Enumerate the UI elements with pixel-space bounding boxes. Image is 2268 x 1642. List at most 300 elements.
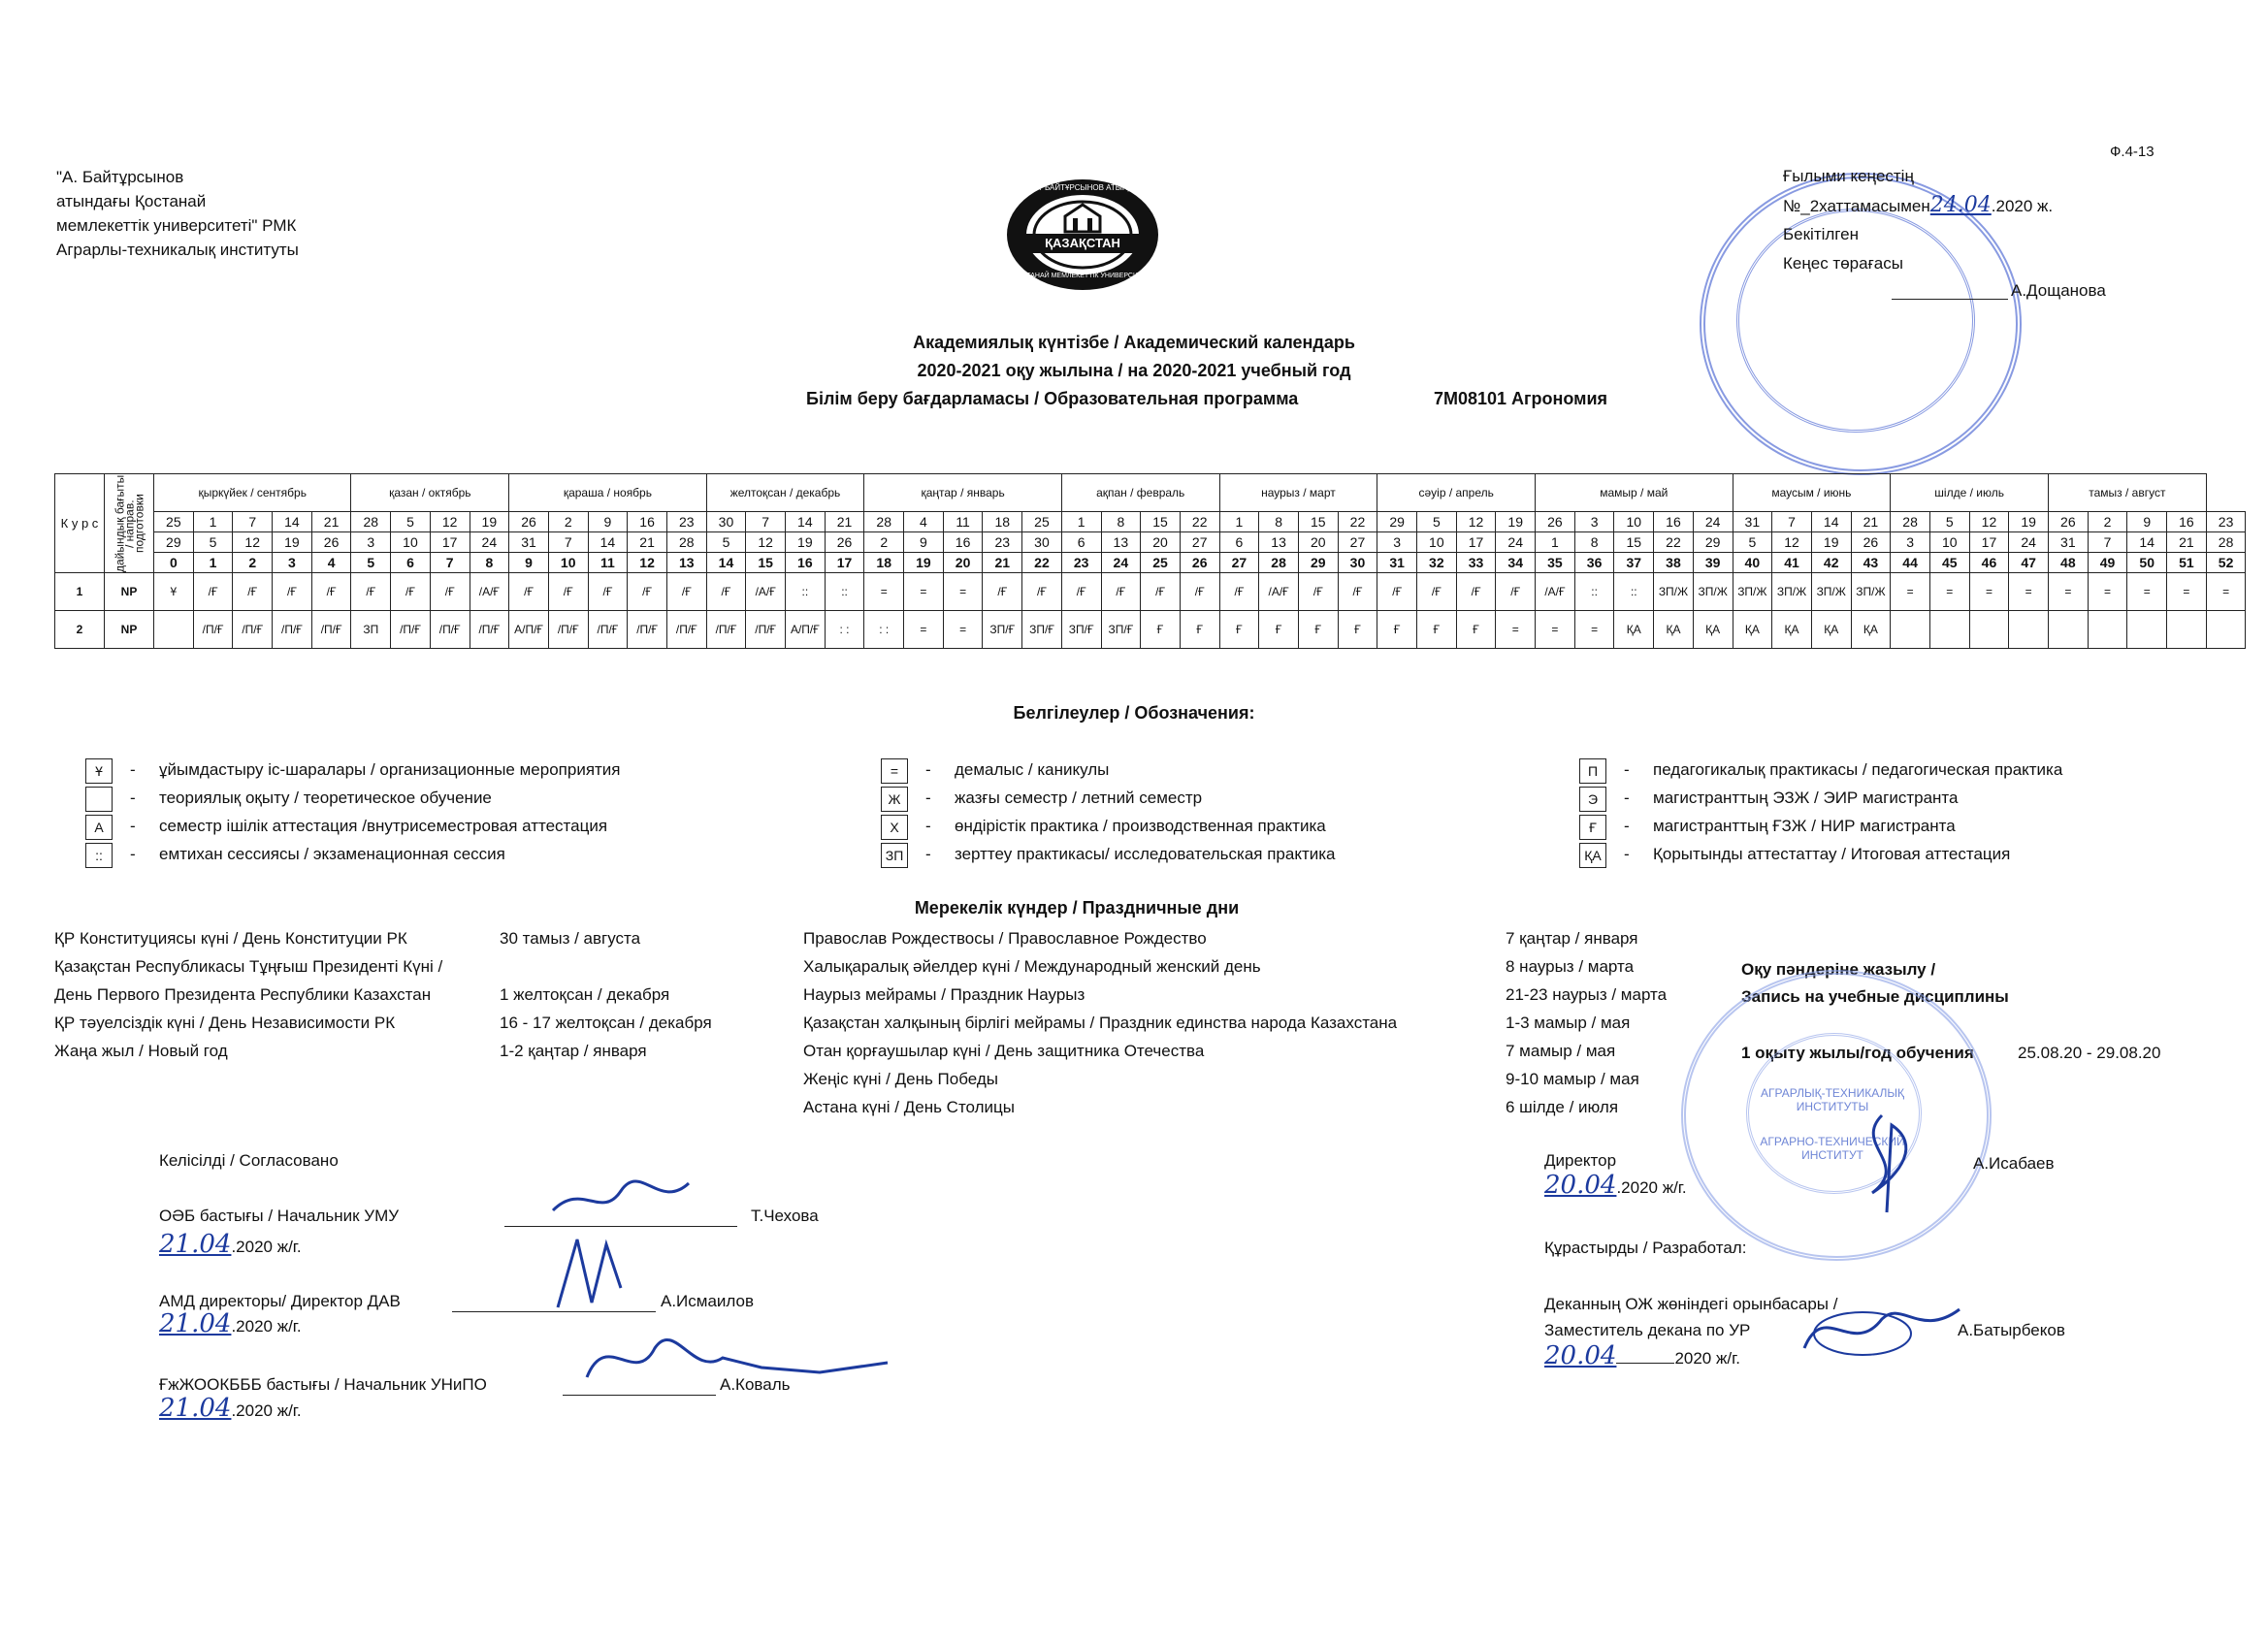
schedule-cell: /П/Ғ xyxy=(588,611,628,649)
course-number: 2 xyxy=(55,611,105,649)
week-number: 17 xyxy=(825,553,864,573)
week-number: 47 xyxy=(2009,553,2049,573)
legend-symbol: Ғ xyxy=(1579,815,1606,840)
holiday-name: ҚР Конституциясы күні / День Конституции РК xyxy=(54,929,407,948)
schedule-cell: /Ғ xyxy=(311,573,351,611)
legend-text: теориялық оқыту / теоретическое обучение xyxy=(159,789,492,807)
course-row xyxy=(55,611,2246,649)
legend-dash: - xyxy=(130,817,136,835)
week-start-date: 16 xyxy=(628,512,667,532)
week-start-date: 9 xyxy=(588,512,628,532)
schedule-cell xyxy=(2049,611,2089,649)
schedule-cell: ЗП/Ж xyxy=(1693,573,1733,611)
week-end-date: 26 xyxy=(1851,532,1891,553)
week-start-date: 29 xyxy=(1377,512,1417,532)
week-start-date: 22 xyxy=(1338,512,1377,532)
week-start-date: 14 xyxy=(1811,512,1851,532)
schedule-cell: /А/Ғ xyxy=(1259,573,1299,611)
legend-symbol: = xyxy=(881,758,908,784)
signer-role: ОӘБ бастығы / Начальник УМУ xyxy=(159,1207,400,1225)
month-header: наурыз / март xyxy=(1219,474,1377,512)
signature-batyrbekov xyxy=(1795,1280,1969,1368)
week-end-date: 23 xyxy=(983,532,1022,553)
schedule-cell: : : xyxy=(864,611,904,649)
week-end-date: 28 xyxy=(666,532,706,553)
holiday-date: 1-3 мамыр / мая xyxy=(1506,1014,1631,1032)
institution-line: Аграрлы-техникалық институты xyxy=(56,241,299,259)
month-header: сәуір / апрель xyxy=(1377,474,1536,512)
schedule-cell: Ғ xyxy=(1417,611,1457,649)
schedule-cell xyxy=(2127,611,2167,649)
week-end-date: 10 xyxy=(391,532,431,553)
schedule-cell: ҚА xyxy=(1772,611,1812,649)
month-header: қаңтар / январь xyxy=(864,474,1061,512)
enrollment-title2: Запись на учебные дисциплины xyxy=(1741,987,2009,1006)
legend-text: семестр ішілік аттестация /внутрисеместровая аттестация xyxy=(159,817,608,835)
week-number: 7 xyxy=(430,553,470,573)
schedule-cell: Ғ xyxy=(1338,611,1377,649)
week-end-date: 21 xyxy=(628,532,667,553)
holiday-name: ҚР тәуелсіздік күні / День Независимости РК xyxy=(54,1014,396,1032)
week-end-date: 17 xyxy=(430,532,470,553)
legend-symbol: ҚА xyxy=(1579,843,1606,868)
director-date: 20.04.2020 ж/г. xyxy=(1544,1171,1687,1200)
schedule-cell: /П/Ғ xyxy=(193,611,233,649)
week-number: 6 xyxy=(391,553,431,573)
legend-symbol: П xyxy=(1579,758,1606,784)
week-start-date: 12 xyxy=(430,512,470,532)
logo-bottom-text: ҚОСТАНАЙ МЕМЛЕКЕТТІК УНИВЕРСИТЕТІ xyxy=(1012,273,1153,279)
month-header: қыркүйек / сентябрь xyxy=(154,474,351,512)
signer-date: 21.04.2020 ж/г. xyxy=(159,1309,302,1338)
week-number: 44 xyxy=(1891,553,1930,573)
week-number: 21 xyxy=(983,553,1022,573)
week-end-date: 14 xyxy=(588,532,628,553)
schedule-cell: ЗП/Ж xyxy=(1654,573,1694,611)
legend-text: зерттеу практикасы/ исследовательская практика xyxy=(955,845,1336,863)
week-number: 13 xyxy=(666,553,706,573)
week-number: 48 xyxy=(2049,553,2089,573)
week-number: 28 xyxy=(1259,553,1299,573)
legend-symbol: ЗП xyxy=(881,843,908,868)
week-end-date: 9 xyxy=(904,532,944,553)
schedule-cell: ҚА xyxy=(1614,611,1654,649)
week-number: 51 xyxy=(2167,553,2207,573)
week-number: 33 xyxy=(1456,553,1496,573)
week-start-date: 5 xyxy=(1929,512,1969,532)
schedule-cell: Ғ xyxy=(1141,611,1181,649)
week-end-date: 24 xyxy=(470,532,509,553)
schedule-cell: /Ғ xyxy=(1061,573,1101,611)
schedule-cell: = xyxy=(1574,611,1614,649)
schedule-cell: /Ғ xyxy=(1417,573,1457,611)
legend-text: магистранттың ҒЗЖ / НИР магистранта xyxy=(1653,817,1956,835)
schedule-cell: /Ғ xyxy=(273,573,312,611)
week-end-date: 5 xyxy=(706,532,746,553)
schedule-cell xyxy=(2167,611,2207,649)
week-start-date: 12 xyxy=(1969,512,2009,532)
schedule-cell: Ғ xyxy=(1259,611,1299,649)
week-number: 14 xyxy=(706,553,746,573)
schedule-cell: :: xyxy=(1574,573,1614,611)
approval-line2: №_2хаттамасымен24.04.2020 ж. xyxy=(1783,193,2054,217)
week-number: 12 xyxy=(628,553,667,573)
week-number: 18 xyxy=(864,553,904,573)
holiday-name: Қазақстан халқының бірлігі мейрамы / Праздник единства народа Казахстана xyxy=(803,1014,1398,1032)
schedule-cell: ҚА xyxy=(1851,611,1891,649)
holiday-date: 9-10 мамыр / мая xyxy=(1506,1070,1639,1088)
schedule-cell: ЗП/Ғ xyxy=(1061,611,1101,649)
schedule-cell: /П/Ғ xyxy=(311,611,351,649)
week-start-date: 4 xyxy=(904,512,944,532)
program-label: Білім беру бағдарламасы / Образовательная программа xyxy=(806,389,1299,408)
week-start-date: 19 xyxy=(470,512,509,532)
schedule-cell: = xyxy=(1496,611,1536,649)
week-number: 42 xyxy=(1811,553,1851,573)
form-code: Ф.4-13 xyxy=(2110,144,2155,160)
week-start-date: 8 xyxy=(1259,512,1299,532)
schedule-cell xyxy=(154,611,194,649)
week-end-date: 19 xyxy=(273,532,312,553)
approval-line3: Бекітілген xyxy=(1783,225,1859,243)
approval-date-handwritten: 24.04 xyxy=(1929,193,1992,217)
approval-line4: Кеңес төрағасы xyxy=(1783,254,1903,273)
signer-name: Т.Чехова xyxy=(751,1207,819,1225)
legend-dash: - xyxy=(130,760,136,779)
legend-dash: - xyxy=(1624,760,1630,779)
week-end-date: 24 xyxy=(1496,532,1536,553)
kurs-header: К у р с xyxy=(55,474,105,573)
week-start-date: 30 xyxy=(706,512,746,532)
week-number: 49 xyxy=(2088,553,2127,573)
legend-symbol: Э xyxy=(1579,787,1606,812)
schedule-cell: /П/Ғ xyxy=(666,611,706,649)
week-end-date: 7 xyxy=(548,532,588,553)
legend-symbol: Ұ xyxy=(85,758,113,784)
schedule-cell: А/П/Ғ xyxy=(509,611,549,649)
schedule-cell: /Ғ xyxy=(706,573,746,611)
holiday-date: 1-2 қаңтар / января xyxy=(500,1042,647,1060)
week-start-date: 5 xyxy=(391,512,431,532)
holiday-name: Наурыз мейрамы / Праздник Наурыз xyxy=(803,985,1085,1004)
week-number: 0 xyxy=(154,553,194,573)
schedule-cell: /Ғ xyxy=(391,573,431,611)
month-header: ақпан / февраль xyxy=(1061,474,1219,512)
developer-name: А.Батырбеков xyxy=(1958,1321,2065,1339)
week-start-date: 19 xyxy=(1496,512,1536,532)
holiday-date: 6 шілде / июля xyxy=(1506,1098,1619,1116)
week-start-date: 24 xyxy=(1693,512,1733,532)
week-start-date: 16 xyxy=(2167,512,2207,532)
week-end-date: 26 xyxy=(825,532,864,553)
schedule-cell: /Ғ xyxy=(233,573,273,611)
schedule-cell: /Ғ xyxy=(666,573,706,611)
week-number: 20 xyxy=(943,553,983,573)
week-number: 35 xyxy=(1536,553,1575,573)
week-start-date: 11 xyxy=(943,512,983,532)
week-number: 11 xyxy=(588,553,628,573)
legend-symbol: А xyxy=(85,815,113,840)
week-number: 24 xyxy=(1101,553,1141,573)
legend-symbol: :: xyxy=(85,843,113,868)
schedule-cell: = xyxy=(2167,573,2207,611)
week-start-date: 14 xyxy=(273,512,312,532)
approval-line1: Ғылыми кеңестің xyxy=(1783,167,1914,185)
week-start-date: 7 xyxy=(746,512,786,532)
legend-dash: - xyxy=(925,760,931,779)
week-start-date: 8 xyxy=(1101,512,1141,532)
week-start-date: 12 xyxy=(1456,512,1496,532)
week-end-date: 3 xyxy=(351,532,391,553)
month-header: маусым / июнь xyxy=(1733,474,1891,512)
week-end-date: 3 xyxy=(1891,532,1930,553)
week-start-date: 25 xyxy=(1022,512,1062,532)
week-number: 27 xyxy=(1219,553,1259,573)
institution-line: атындағы Қостанай xyxy=(56,192,207,210)
week-end-date: 19 xyxy=(786,532,826,553)
week-number: 2 xyxy=(233,553,273,573)
holiday-name: Қазақстан Республикасы Тұңғыш Президенті Күні / xyxy=(54,957,443,976)
week-number: 4 xyxy=(311,553,351,573)
month-header: қараша / ноябрь xyxy=(509,474,706,512)
week-start-date: 26 xyxy=(509,512,549,532)
week-start-date: 2 xyxy=(2088,512,2127,532)
legend-text: емтихан сессиясы / экзаменационная сессия xyxy=(159,845,505,863)
schedule-cell: :: xyxy=(1614,573,1654,611)
legend-dash: - xyxy=(1624,817,1630,835)
institute-stamp-text: АГРАРЛЫҚ-ТЕХНИКАЛЫҚ ИНСТИТУТЫ АГРАРНО-ТЕХНИЧЕСКИЙ ИНСТИТУТ xyxy=(1760,1086,1905,1162)
legend-text: демалыс / каникулы xyxy=(955,760,1110,779)
director-role: Директор xyxy=(1544,1151,1617,1170)
schedule-cell: = xyxy=(2206,573,2246,611)
schedule-cell: /Ғ xyxy=(548,573,588,611)
week-end-date: 20 xyxy=(1298,532,1338,553)
week-end-date: 27 xyxy=(1180,532,1219,553)
schedule-cell: /П/Ғ xyxy=(470,611,509,649)
direction-header: дайындық бағыты / направ. подготовки xyxy=(105,474,154,573)
week-number: 32 xyxy=(1417,553,1457,573)
week-number: 45 xyxy=(1929,553,1969,573)
week-number: 26 xyxy=(1180,553,1219,573)
developer-title: Құрастырды / Разработал: xyxy=(1544,1239,1747,1257)
schedule-cell: /Ғ xyxy=(509,573,549,611)
signature-isabaev xyxy=(1833,1106,1940,1222)
week-end-date: 14 xyxy=(2127,532,2167,553)
week-end-date: 8 xyxy=(1574,532,1614,553)
schedule-cell: = xyxy=(1891,573,1930,611)
week-end-date: 12 xyxy=(746,532,786,553)
legend-dash: - xyxy=(130,789,136,807)
schedule-cell: :: xyxy=(825,573,864,611)
schedule-cell: /Ғ xyxy=(1377,573,1417,611)
week-end-date: 2 xyxy=(864,532,904,553)
schedule-cell: /Ғ xyxy=(1101,573,1141,611)
legend-title: Белгілеулер / Обозначения: xyxy=(1013,703,1255,723)
schedule-cell: /П/Ғ xyxy=(233,611,273,649)
schedule-cell: /П/Ғ xyxy=(746,611,786,649)
signer-name: А.Коваль xyxy=(720,1375,791,1394)
signer-date: 21.04.2020 ж/г. xyxy=(159,1230,302,1259)
week-number: 50 xyxy=(2127,553,2167,573)
week-start-date: 26 xyxy=(1536,512,1575,532)
schedule-cell: /Ғ xyxy=(588,573,628,611)
schedule-cell: :: xyxy=(786,573,826,611)
schedule-cell: /П/Ғ xyxy=(273,611,312,649)
week-start-date: 10 xyxy=(1614,512,1654,532)
enrollment-title1: Оқу пәндеріне жазылу / xyxy=(1741,960,1936,979)
schedule-cell xyxy=(1969,611,2009,649)
schedule-cell: = xyxy=(1969,573,2009,611)
month-header: тамыз / август xyxy=(2049,474,2207,512)
week-start-date: 9 xyxy=(2127,512,2167,532)
week-start-date: 28 xyxy=(351,512,391,532)
week-start-date: 1 xyxy=(193,512,233,532)
legend-dash: - xyxy=(925,789,931,807)
week-start-date: 3 xyxy=(1574,512,1614,532)
week-start-date: 15 xyxy=(1141,512,1181,532)
week-end-date: 29 xyxy=(154,532,194,553)
week-end-date: 1 xyxy=(1536,532,1575,553)
legend-text: өндірістік практика / производственная практика xyxy=(955,817,1326,835)
week-end-date: 22 xyxy=(1654,532,1694,553)
week-end-date: 21 xyxy=(2167,532,2207,553)
schedule-cell: : : xyxy=(825,611,864,649)
schedule-cell: = xyxy=(943,611,983,649)
schedule-cell: /П/Ғ xyxy=(628,611,667,649)
legend-text: Қорытынды аттестаттау / Итоговая аттестация xyxy=(1653,845,2011,863)
week-start-date: 19 xyxy=(2009,512,2049,532)
legend-dash: - xyxy=(130,845,136,863)
holiday-date: 8 наурыз / марта xyxy=(1506,957,1635,976)
legend-symbol: Ж xyxy=(881,787,908,812)
agreed-title: Келісілді / Согласовано xyxy=(159,1151,339,1170)
signature-ismailov xyxy=(538,1230,655,1317)
logo-band-text: ҚАЗАҚСТАН xyxy=(1045,236,1120,250)
schedule-cell: /А/Ғ xyxy=(470,573,509,611)
schedule-cell: Ғ xyxy=(1456,611,1496,649)
schedule-cell: /Ғ xyxy=(1338,573,1377,611)
week-number: 9 xyxy=(509,553,549,573)
schedule-cell: ЗП/Ғ xyxy=(983,611,1022,649)
week-start-date: 25 xyxy=(154,512,194,532)
schedule-cell: /П/Ғ xyxy=(548,611,588,649)
schedule-cell: /Ғ xyxy=(193,573,233,611)
signer-role: ҒжЖООКБББ бастығы / Начальник УНиПО xyxy=(159,1375,487,1394)
schedule-cell: /А/Ғ xyxy=(1536,573,1575,611)
holiday-name: Жаңа жыл / Новый год xyxy=(54,1042,228,1060)
schedule-cell: = xyxy=(2049,573,2089,611)
holiday-name: Астана күні / День Столицы xyxy=(803,1098,1015,1116)
course-direction: NP xyxy=(105,611,154,649)
developer-role1: Деканның ОЖ жөніндегі орынбасары / xyxy=(1544,1295,1838,1313)
schedule-cell: /П/Ғ xyxy=(391,611,431,649)
week-end-date: 17 xyxy=(1456,532,1496,553)
schedule-cell: /Ғ xyxy=(1298,573,1338,611)
week-end-date: 26 xyxy=(311,532,351,553)
legend-text: ұйымдастыру іс-шаралары / организационные мероприятия xyxy=(159,760,621,779)
week-end-date: 6 xyxy=(1219,532,1259,553)
schedule-cell xyxy=(2206,611,2246,649)
program-code: 7М08101 Агрономия xyxy=(1434,389,1608,408)
week-end-date: 19 xyxy=(1811,532,1851,553)
approval-signer: А.Дощанова xyxy=(2011,281,2106,300)
week-number: 39 xyxy=(1693,553,1733,573)
schedule-cell: ҚА xyxy=(1733,611,1772,649)
schedule-cell: /А/Ғ xyxy=(746,573,786,611)
calendar-table xyxy=(54,473,2246,649)
institution-line: мемлекеттік университеті" РМК xyxy=(56,216,297,235)
week-start-date: 31 xyxy=(1733,512,1772,532)
director-name: А.Исабаев xyxy=(1973,1154,2055,1173)
schedule-cell: /Ғ xyxy=(1180,573,1219,611)
week-end-date: 16 xyxy=(943,532,983,553)
schedule-cell: /Ғ xyxy=(430,573,470,611)
institution-line: "А. Байтұрсынов xyxy=(56,168,184,186)
schedule-cell: /Ғ xyxy=(1141,573,1181,611)
schedule-cell: ЗП/Ж xyxy=(1851,573,1891,611)
schedule-cell: ЗП/Ғ xyxy=(1101,611,1141,649)
calendar-title: Академиялық күнтізбе / Академический календарь xyxy=(913,333,1355,352)
enrollment-course: 1 оқыту жылы/год обучения xyxy=(1741,1044,1974,1062)
schedule-cell: /Ғ xyxy=(1219,573,1259,611)
institution-block xyxy=(56,165,299,262)
logo-top-text: АХМЕТ БАЙТҰРСЫНОВ АТЫНДАҒЫ xyxy=(1016,183,1150,192)
schedule-cell: Ғ xyxy=(1377,611,1417,649)
week-number: 19 xyxy=(904,553,944,573)
week-number: 38 xyxy=(1654,553,1694,573)
week-end-date: 5 xyxy=(1733,532,1772,553)
week-number: 37 xyxy=(1614,553,1654,573)
schedule-cell: = xyxy=(864,573,904,611)
legend-dash: - xyxy=(925,845,931,863)
schedule-cell xyxy=(1891,611,1930,649)
schedule-cell: Ұ xyxy=(154,573,194,611)
week-end-date: 6 xyxy=(1061,532,1101,553)
schedule-cell: А/П/Ғ xyxy=(786,611,826,649)
week-start-date: 1 xyxy=(1061,512,1101,532)
legend-symbol xyxy=(85,787,113,812)
schedule-cell xyxy=(1929,611,1969,649)
week-number: 31 xyxy=(1377,553,1417,573)
schedule-cell: ҚА xyxy=(1811,611,1851,649)
schedule-cell: = xyxy=(2009,573,2049,611)
schedule-cell: ЗП xyxy=(351,611,391,649)
week-end-date: 31 xyxy=(2049,532,2089,553)
week-end-date: 27 xyxy=(1338,532,1377,553)
week-number: 15 xyxy=(746,553,786,573)
week-number: 23 xyxy=(1061,553,1101,573)
month-header: шілде / июль xyxy=(1891,474,2049,512)
week-end-date: 24 xyxy=(2009,532,2049,553)
week-number: 3 xyxy=(273,553,312,573)
schedule-cell: = xyxy=(904,573,944,611)
week-end-date: 17 xyxy=(1969,532,2009,553)
week-start-date: 15 xyxy=(1298,512,1338,532)
week-end-date: 10 xyxy=(1417,532,1457,553)
schedule-cell: ҚА xyxy=(1693,611,1733,649)
holiday-date: 16 - 17 желтоқсан / декабря xyxy=(500,1014,712,1032)
holiday-date: 21-23 наурыз / марта xyxy=(1506,985,1668,1004)
week-end-date: 13 xyxy=(1259,532,1299,553)
week-start-date: 14 xyxy=(786,512,826,532)
week-end-date: 12 xyxy=(233,532,273,553)
week-start-date: 28 xyxy=(864,512,904,532)
week-number: 10 xyxy=(548,553,588,573)
week-start-date: 21 xyxy=(311,512,351,532)
holiday-date: 30 тамыз / августа xyxy=(500,929,641,948)
schedule-cell: Ғ xyxy=(1298,611,1338,649)
week-number: 46 xyxy=(1969,553,2009,573)
